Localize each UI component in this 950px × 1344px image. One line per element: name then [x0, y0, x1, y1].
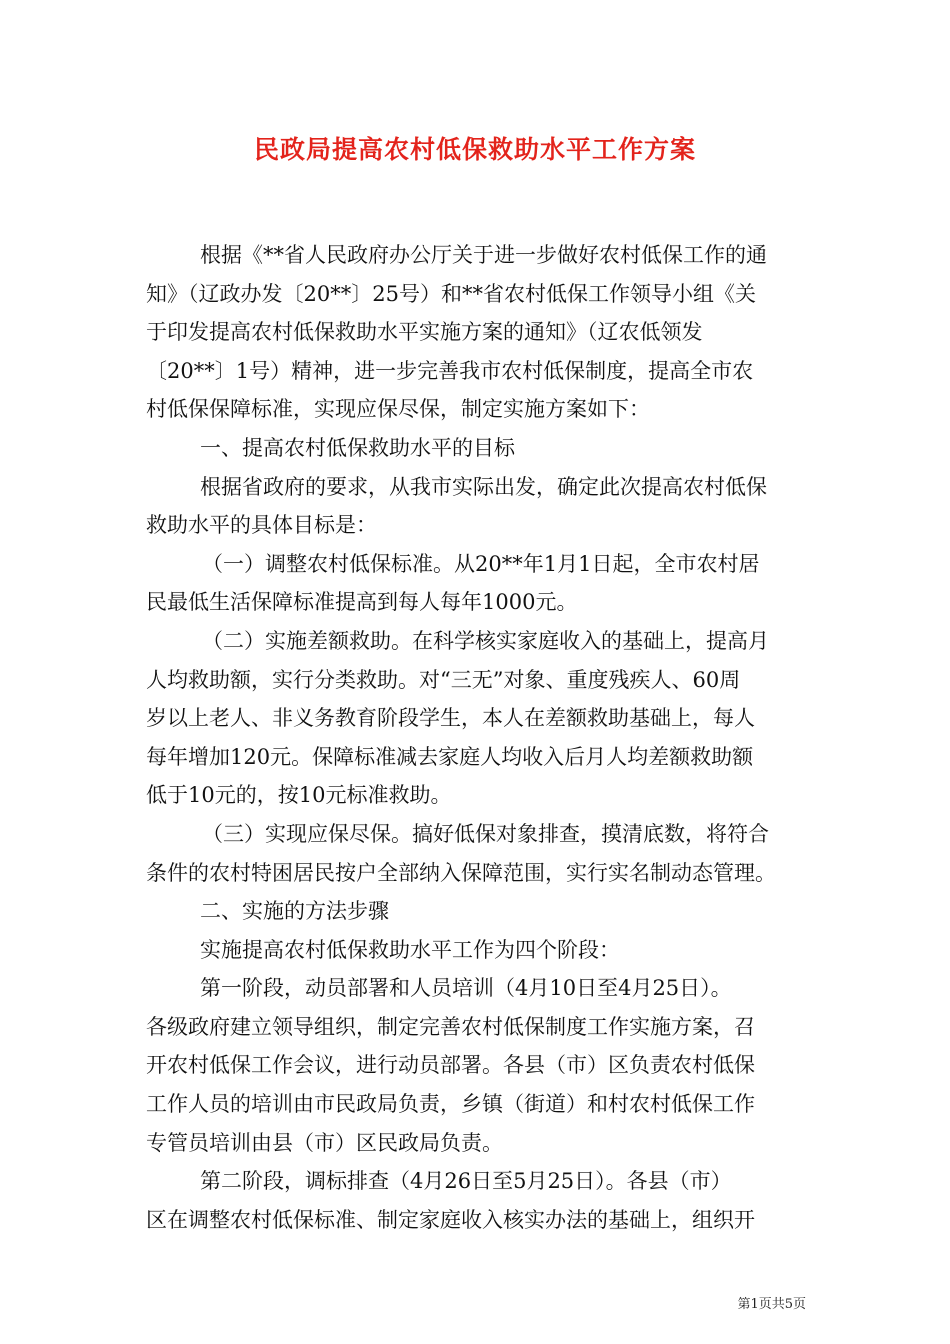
paragraph-line: 岁以上老人、非义务教育阶段学生，本人在差额救助基础上，每人 — [146, 706, 755, 731]
paragraph-line: 民最低生活保障标准提高到每人每年1000元。 — [146, 590, 578, 615]
paragraph-line: 每年增加120元。保障标准减去家庭人均收入后月人均差额救助额 — [146, 744, 754, 769]
paragraph-line: 实施提高农村低保救助水平工作为四个阶段： — [200, 937, 620, 962]
document-body — [146, 236, 810, 1239]
paragraph-line: 工作人员的培训由市民政局负责，乡镇（街道）和村农村低保工作 — [146, 1092, 755, 1117]
paragraph-line: 开农村低保工作会议，进行动员部署。各县（市）区负责农村低保 — [146, 1053, 755, 1078]
paragraph-line: 救助水平的具体目标是： — [146, 513, 377, 538]
paragraph-line: 各级政府建立领导组织，制定完善农村低保制度工作实施方案，召 — [146, 1014, 755, 1039]
page-number: 第1页共5页 — [737, 1297, 806, 1312]
paragraph-line: 第一阶段，动员部署和人员培训（4月10日至4月25日）。 — [200, 976, 732, 1001]
paragraph-line: （二）实施差额救助。在科学核实家庭收入的基础上，提高月 — [202, 628, 769, 653]
paragraph-line: （三）实现应保尽保。搞好低保对象排查，摸清底数，将符合 — [202, 821, 769, 846]
paragraph-line: 村低保保障标准，实现应保尽保，制定实施方案如下： — [146, 397, 650, 422]
paragraph-line: 知》（辽政办发〔20**〕25号）和**省农村低保工作领导小组《关 — [146, 281, 756, 306]
paragraph-line: 第二阶段，调标排查（4月26日至5月25日）。各县（市） — [200, 1169, 732, 1194]
paragraph-line: 根据省政府的要求，从我市实际出发，确定此次提高农村低保 — [200, 474, 767, 499]
paragraph-line: （一）调整农村低保标准。从20**年1月1日起，全市农村居 — [202, 551, 760, 576]
document-title: 民政局提高农村低保救助水平工作方案 — [253, 135, 696, 164]
paragraph-line: 〔20**〕1号）精神，进一步完善我市农村低保制度，提高全市农 — [146, 358, 754, 383]
paragraph-line: 于印发提高农村低保救助水平实施方案的通知》（辽农低领发 — [146, 320, 703, 345]
section-heading: 一、提高农村低保救助水平的目标 — [200, 435, 515, 460]
paragraph-line: 条件的农村特困居民按户全部纳入保障范围，实行实名制动态管理。 — [146, 860, 776, 885]
paragraph-line: 区在调整农村低保标准、制定家庭收入核实办法的基础上，组织开 — [146, 1207, 755, 1232]
paragraph-line: 专管员培训由县（市）区民政局负责。 — [146, 1130, 503, 1155]
paragraph-line: 根据《**省人民政府办公厅关于进一步做好农村低保工作的通 — [200, 243, 767, 267]
section-heading: 二、实施的方法步骤 — [200, 899, 389, 924]
paragraph-line: 人均救助额，实行分类救助。对“三无”对象、重度残疾人、60周 — [146, 667, 741, 692]
paragraph-line: 低于10元的，按10元标准救助。 — [146, 783, 452, 808]
